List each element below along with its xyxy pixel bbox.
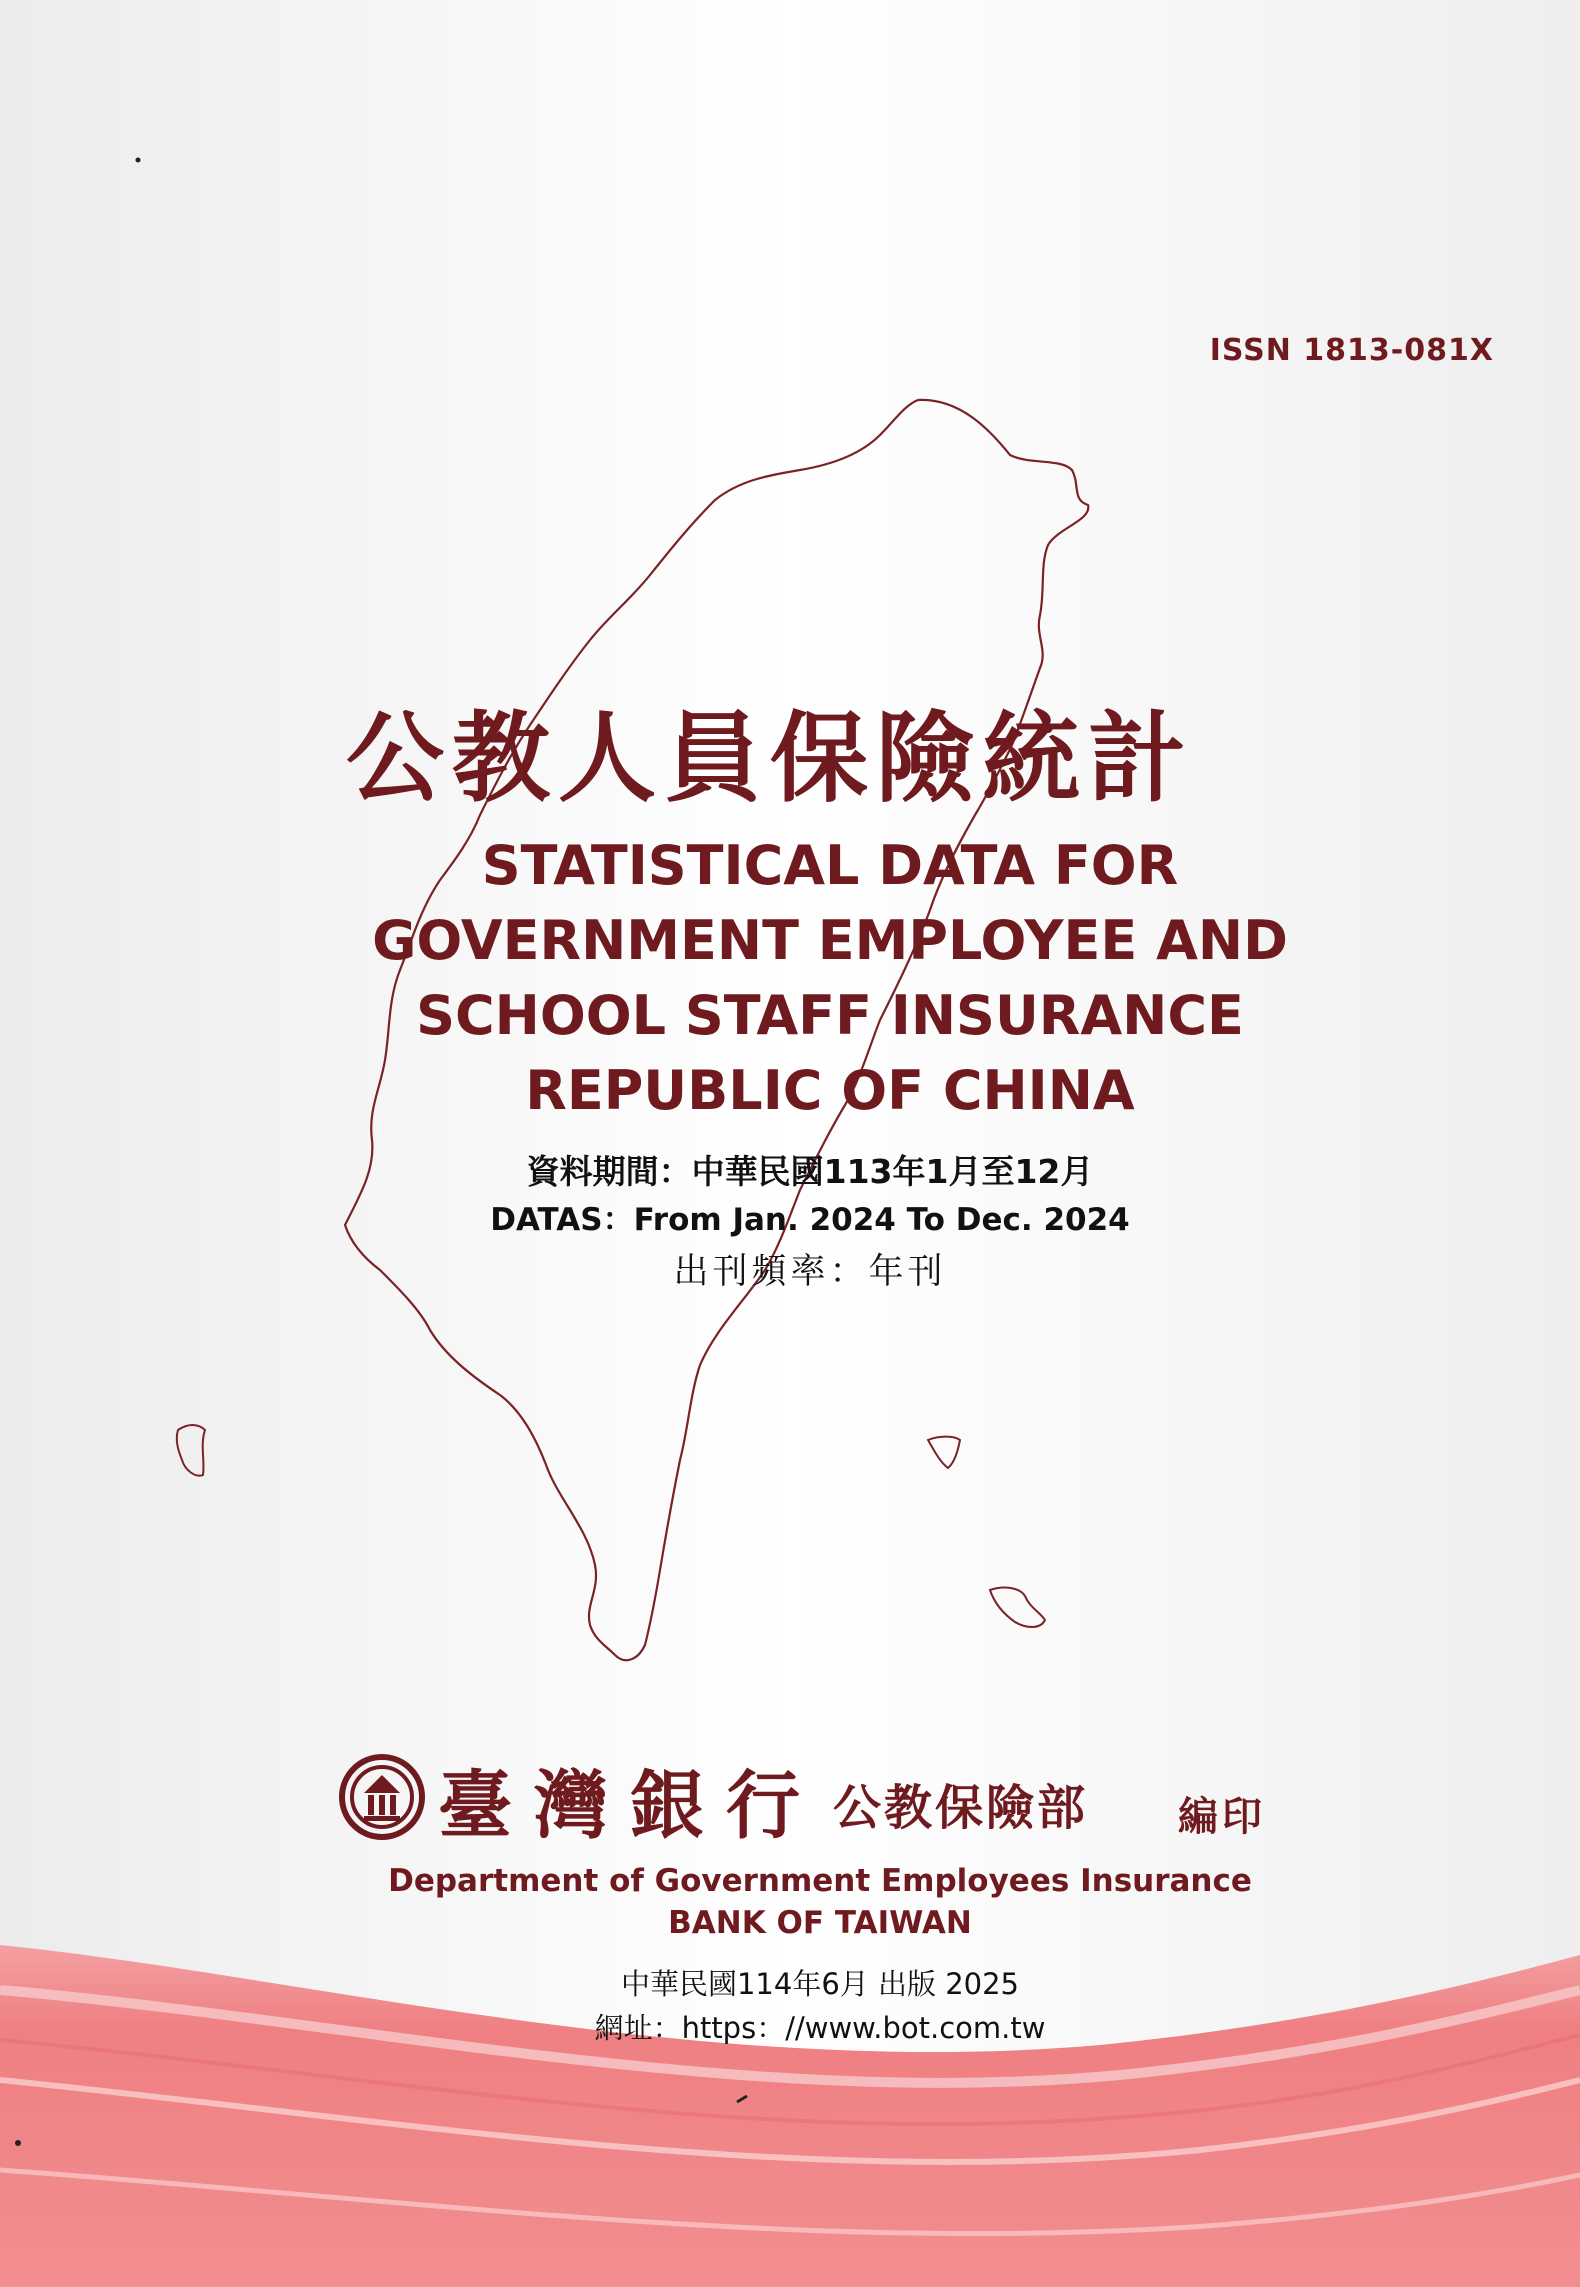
department-english: Department of Government Employees Insurance (388, 1863, 1252, 1899)
website-address: 網址：https：//www.bot.com.tw (594, 2011, 1046, 2045)
title-english (250, 828, 1410, 1128)
data-period-chinese: 資料期間：中華民國113年1月至12月 (526, 1152, 1094, 1191)
compiled-by-label: 編印 (1178, 1794, 1266, 1840)
department-english-block (300, 1860, 1340, 1944)
publication-frequency: 出刊頻率：年刊 (673, 1252, 947, 1292)
publication-info (400, 1962, 1240, 2050)
department-chinese: 公教保險部 (833, 1780, 1089, 1836)
bank-name-english: BANK OF TAIWAN (668, 1905, 972, 1941)
title-english-line: GOVERNMENT EMPLOYEE AND (372, 909, 1288, 972)
publisher-row (338, 1745, 1278, 1855)
data-period-block (380, 1148, 1240, 1300)
speck (136, 158, 141, 163)
speck (15, 2140, 21, 2146)
publication-date: 中華民國114年6月 出版 2025 (620, 1967, 1020, 2001)
bank-seal-icon (338, 1753, 426, 1841)
title-english-line: STATISTICAL DATA FOR (481, 834, 1179, 897)
data-period-english: DATAS：From Jan. 2024 To Dec. 2024 (490, 1202, 1130, 1238)
issn-number: ISSN 1813-081X (1209, 333, 1494, 368)
bank-name-chinese: 臺灣銀行 (438, 1763, 822, 1849)
title-english-line: SCHOOL STAFF INSURANCE (416, 984, 1244, 1047)
title-chinese: 公教人員保險統計 (345, 702, 1194, 816)
title-english-line: REPUBLIC OF CHINA (525, 1059, 1135, 1122)
